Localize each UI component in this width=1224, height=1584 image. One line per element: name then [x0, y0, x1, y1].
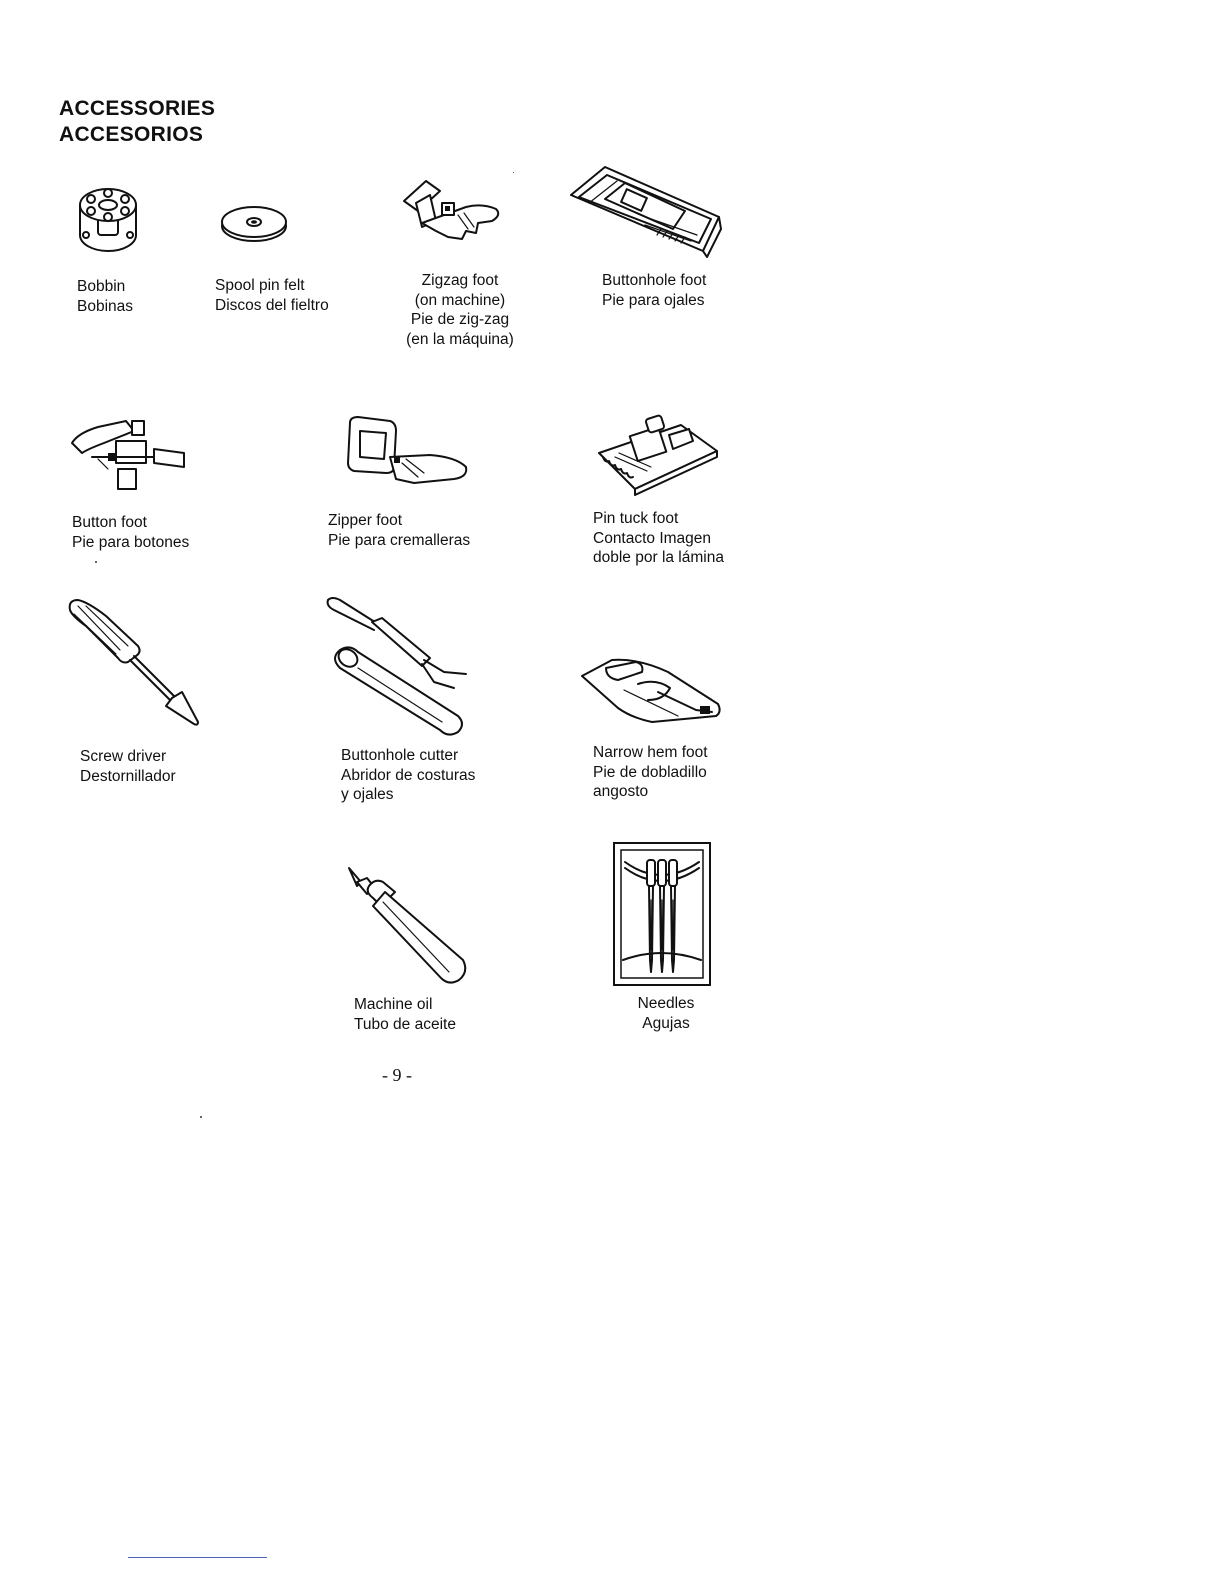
button-foot-icon: [68, 413, 192, 499]
button-foot-label: Button foot Pie para botones: [72, 514, 190, 551]
scan-speck: [95, 561, 97, 563]
needles-label: Needles Agujas: [637, 995, 695, 1032]
screwdriver-icon: [66, 596, 202, 730]
zipper-foot-icon: [344, 413, 474, 493]
zigzag-foot-icon: [396, 173, 506, 243]
title-english: ACCESSORIES: [59, 97, 216, 120]
pin-tuck-foot-label: Pin tuck foot Contacto Imagen doble por la lámina: [593, 510, 724, 566]
title-spanish: ACCESORIOS: [59, 123, 204, 146]
spool-pin-felt-label: Spool pin felt Discos del fieltro: [215, 277, 329, 314]
narrow-hem-foot-icon: [578, 654, 728, 734]
footer-rule: [128, 1557, 267, 1558]
bobbin-icon: [74, 183, 144, 255]
bobbin-label: Bobbin Bobinas: [77, 278, 134, 315]
page-number: - 9 -: [382, 1065, 412, 1085]
scan-speck: [513, 172, 514, 173]
zigzag-foot-label: Zigzag foot (on machine) Pie de zig-zag (en la máquina): [406, 272, 514, 348]
needles-icon: [613, 842, 711, 986]
machine-oil-icon: [345, 864, 471, 986]
pin-tuck-foot-icon: [593, 407, 723, 497]
scan-speck: [200, 1116, 202, 1118]
spool-pin-felt-icon: [218, 200, 290, 244]
buttonhole-cutter-icon: [326, 596, 472, 736]
screwdriver-label: Screw driver Destornillador: [80, 748, 176, 785]
buttonhole-foot-label: Buttonhole foot Pie para ojales: [602, 272, 707, 309]
page-title: [59, 96, 215, 148]
buttonhole-foot-icon: [565, 163, 725, 259]
narrow-hem-foot-label: Narrow hem foot Pie de dobladillo angosto: [593, 744, 708, 800]
buttonhole-cutter-label: Buttonhole cutter Abridor de costuras y ojales: [341, 747, 476, 803]
zipper-foot-label: Zipper foot Pie para cremalleras: [328, 512, 471, 549]
machine-oil-label: Machine oil Tubo de aceite: [354, 996, 456, 1033]
